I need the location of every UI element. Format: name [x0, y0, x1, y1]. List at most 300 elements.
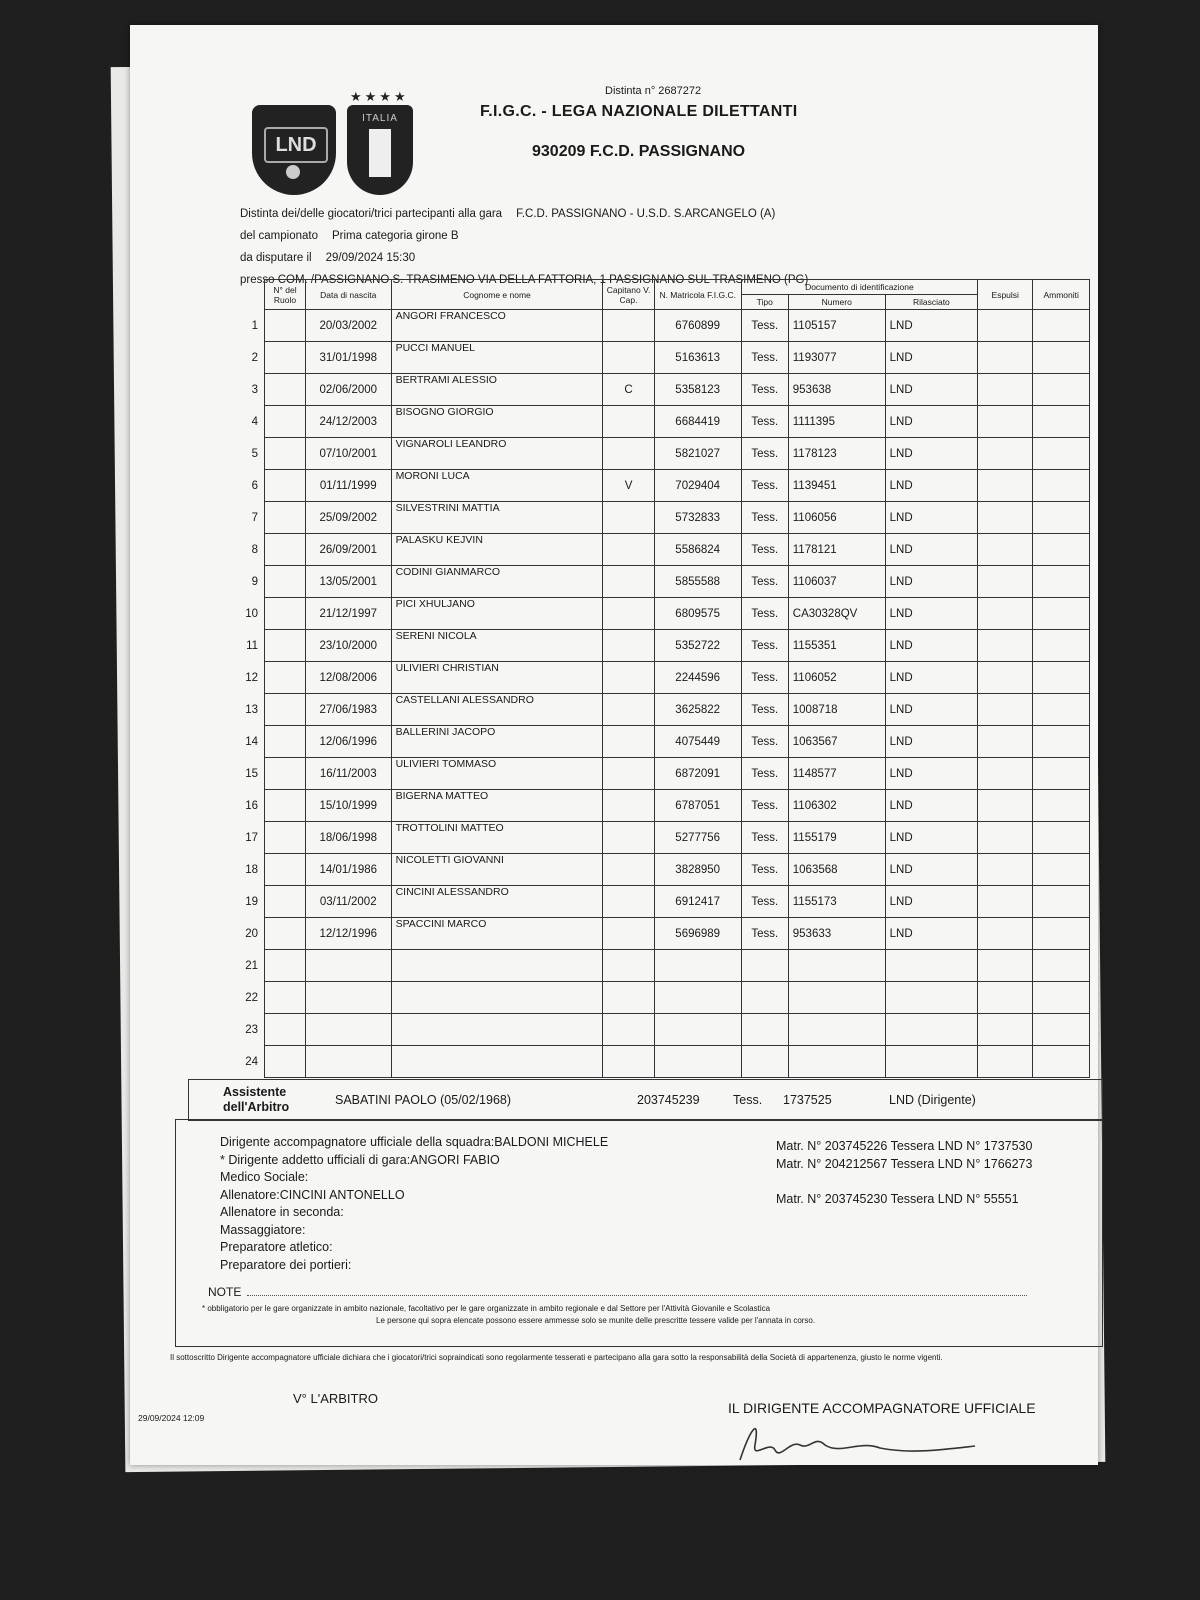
doc-number-cell: 1106037 [788, 566, 885, 598]
captain-cell [603, 1014, 654, 1046]
captain-cell [603, 598, 654, 630]
col-rilasciato: Rilasciato [885, 295, 977, 310]
captain-cell [603, 566, 654, 598]
expelled-cell [978, 566, 1033, 598]
issued-by-cell: LND [885, 598, 977, 630]
tricolor-band [369, 129, 391, 177]
staff-matricola-line: Matr. N° 203745226 Tessera LND N° 1737530 [776, 1139, 1033, 1153]
staff-matricola-line [776, 1173, 1032, 1191]
issued-by-cell: LND [885, 470, 977, 502]
player-name-cell: BALLERINI JACOPO [391, 726, 603, 758]
captain-cell [603, 918, 654, 950]
row-number: 8 [251, 543, 259, 556]
birth-date-cell [305, 982, 391, 1014]
issued-by-cell: LND [885, 374, 977, 406]
ruolo-cell [265, 374, 306, 406]
birth-date-cell: 13/05/2001 [305, 566, 391, 598]
player-name-cell: PUCCI MANUEL [391, 342, 603, 374]
table-row [230, 502, 1090, 534]
expelled-cell [978, 1046, 1033, 1078]
captain-cell [603, 1046, 654, 1078]
dirigente-label: IL DIRIGENTE ACCOMPAGNATORE UFFICIALE [728, 1400, 1036, 1416]
matricola-cell: 6912417 [654, 886, 741, 918]
col-espulsi: Espulsi [978, 280, 1033, 310]
booked-cell [1033, 822, 1090, 854]
table-row [230, 630, 1090, 662]
doc-number-cell: CA30328QV [788, 598, 885, 630]
match-header [240, 203, 1090, 291]
row-number: 2 [251, 351, 259, 364]
player-name-cell: PICI XHULJANO [391, 598, 603, 630]
doc-number-cell: 1106056 [788, 502, 885, 534]
note-line [208, 1285, 1027, 1299]
staff-line: Massaggiatore: [220, 1222, 306, 1237]
captain-cell [603, 982, 654, 1014]
row-number: 18 [245, 863, 259, 876]
staff-section [175, 1119, 1103, 1347]
row-number: 23 [245, 1023, 259, 1036]
doc-type-cell [741, 1046, 788, 1078]
table-row [230, 758, 1090, 790]
row-number: 14 [245, 735, 259, 748]
issued-by-cell: LND [885, 438, 977, 470]
expelled-cell [978, 662, 1033, 694]
doc-type-cell: Tess. [741, 662, 788, 694]
doc-number-cell: 1148577 [788, 758, 885, 790]
table-row [230, 822, 1090, 854]
captain-cell [603, 886, 654, 918]
booked-cell [1033, 918, 1090, 950]
booked-cell [1033, 630, 1090, 662]
issued-by-cell: LND [885, 502, 977, 534]
booked-cell [1033, 886, 1090, 918]
issued-by-cell: LND [885, 886, 977, 918]
row-number: 21 [245, 959, 259, 972]
table-row [230, 566, 1090, 598]
doc-number-cell [788, 982, 885, 1014]
issued-by-cell: LND [885, 918, 977, 950]
doc-type-cell: Tess. [741, 790, 788, 822]
expelled-cell [978, 758, 1033, 790]
doc-type-cell: Tess. [741, 310, 788, 342]
issued-by-cell: LND [885, 630, 977, 662]
issued-by-cell: LND [885, 854, 977, 886]
staff-line: Allenatore:CINCINI ANTONELLO [220, 1187, 405, 1202]
table-row [230, 310, 1090, 342]
lnd-logo-text: LND [264, 127, 328, 163]
booked-cell [1033, 534, 1090, 566]
campionato-value: Prima categoria girone B [332, 230, 459, 242]
expelled-cell [978, 854, 1033, 886]
expelled-cell [978, 726, 1033, 758]
matricola-cell: 5696989 [654, 918, 741, 950]
note-label: NOTE [208, 1285, 242, 1299]
table-row [230, 790, 1090, 822]
expelled-cell [978, 534, 1033, 566]
table-row [230, 342, 1090, 374]
expelled-cell [978, 982, 1033, 1014]
matricola-cell: 3828950 [654, 854, 741, 886]
col-capitano: Capitano V. Cap. [603, 280, 654, 310]
figc-logo-text: ITALIA [362, 113, 398, 124]
col-numero: Numero [788, 295, 885, 310]
club-title: 930209 F.C.D. PASSIGNANO [532, 143, 746, 160]
player-name-cell: BERTRAMI ALESSIO [391, 374, 603, 406]
ruolo-cell [265, 950, 306, 982]
football-icon [286, 165, 300, 179]
row-number: 1 [251, 319, 259, 332]
issued-by-cell [885, 1014, 977, 1046]
gara-label: Distinta dei/delle giocatori/trici partecipanti alla gara [240, 208, 503, 220]
assistente-rilasciato: LND (Dirigente) [889, 1093, 976, 1107]
ruolo-cell [265, 758, 306, 790]
expelled-cell [978, 470, 1033, 502]
table-row [230, 982, 1090, 1014]
row-number: 6 [251, 479, 259, 492]
captain-cell [603, 726, 654, 758]
doc-type-cell: Tess. [741, 502, 788, 534]
expelled-cell [978, 630, 1033, 662]
issued-by-cell [885, 1046, 977, 1078]
footnote-persone: Le persone qui sopra elencate possono essere ammesse solo se munite delle prescritte tessere valide per l'annata in corso. [376, 1316, 816, 1325]
birth-date-cell: 18/06/1998 [305, 822, 391, 854]
ruolo-cell [265, 502, 306, 534]
matricola-cell: 6872091 [654, 758, 741, 790]
captain-cell [603, 630, 654, 662]
birth-date-cell: 15/10/1999 [305, 790, 391, 822]
row-number: 16 [245, 799, 259, 812]
booked-cell [1033, 982, 1090, 1014]
doc-type-cell [741, 982, 788, 1014]
table-row [230, 662, 1090, 694]
birth-date-cell: 07/10/2001 [305, 438, 391, 470]
matricola-cell: 7029404 [654, 470, 741, 502]
captain-cell [603, 310, 654, 342]
presso-line: presso COM. /PASSIGNANO S. TRASIMENO VIA DELLA FATTORIA, 1 PASSIGNANO SUL TRASIMENO (PG) [240, 274, 809, 286]
issued-by-cell: LND [885, 342, 977, 374]
ruolo-cell [265, 598, 306, 630]
matricola-cell: 5352722 [654, 630, 741, 662]
birth-date-cell [305, 1014, 391, 1046]
ruolo-cell [265, 854, 306, 886]
doc-type-cell: Tess. [741, 566, 788, 598]
player-name-cell: PALASKU KEJVIN [391, 534, 603, 566]
table-row [230, 470, 1090, 502]
doc-type-cell: Tess. [741, 470, 788, 502]
disputare-label: da disputare il [240, 252, 312, 264]
staff-matricole [776, 1138, 1032, 1208]
matricola-cell: 2244596 [654, 662, 741, 694]
booked-cell [1033, 758, 1090, 790]
row-number: 24 [245, 1055, 259, 1068]
issued-by-cell: LND [885, 566, 977, 598]
footnote-obbligatorio: * obbligatorio per le gare organizzate in ambito nazionale, facoltativo per le gare organizzate in ambito regionale e dal Settore per l'Attività Giovanile e Scolastica [202, 1304, 771, 1313]
doc-number-cell [788, 1046, 885, 1078]
matricola-cell [654, 1014, 741, 1046]
matricola-cell: 5732833 [654, 502, 741, 534]
table-row [230, 854, 1090, 886]
doc-type-cell: Tess. [741, 694, 788, 726]
birth-date-cell: 12/12/1996 [305, 918, 391, 950]
birth-date-cell: 21/12/1997 [305, 598, 391, 630]
birth-date-cell: 12/06/1996 [305, 726, 391, 758]
row-number: 7 [251, 511, 259, 524]
matricola-cell: 5358123 [654, 374, 741, 406]
ruolo-cell [265, 534, 306, 566]
doc-number-cell: 1106052 [788, 662, 885, 694]
birth-date-cell: 26/09/2001 [305, 534, 391, 566]
staff-line: Dirigente accompagnatore ufficiale della squadra:BALDONI MICHELE [220, 1135, 609, 1149]
doc-type-cell [741, 950, 788, 982]
ruolo-cell [265, 726, 306, 758]
print-timestamp: 29/09/2024 12:09 [138, 1413, 205, 1423]
booked-cell [1033, 662, 1090, 694]
captain-cell: V [603, 470, 654, 502]
booked-cell [1033, 950, 1090, 982]
distinta-number: Distinta n° 2687272 [605, 85, 702, 97]
birth-date-cell: 31/01/1998 [305, 342, 391, 374]
player-name-cell: TROTTOLINI MATTEO [391, 822, 603, 854]
doc-number-cell: 1106302 [788, 790, 885, 822]
expelled-cell [978, 374, 1033, 406]
issued-by-cell: LND [885, 758, 977, 790]
birth-date-cell: 27/06/1983 [305, 694, 391, 726]
row-number: 4 [251, 415, 259, 428]
birth-date-cell: 23/10/2000 [305, 630, 391, 662]
doc-number-cell: 1008718 [788, 694, 885, 726]
staff-line: Preparatore dei portieri: [220, 1257, 352, 1272]
booked-cell [1033, 342, 1090, 374]
player-name-cell: SPACCINI MARCO [391, 918, 603, 950]
gara-value: F.C.D. PASSIGNANO - U.S.D. S.ARCANGELO (A) [516, 208, 776, 220]
issued-by-cell: LND [885, 534, 977, 566]
row-number: 3 [251, 383, 259, 396]
matricola-cell [654, 950, 741, 982]
player-name-cell: VIGNAROLI LEANDRO [391, 438, 603, 470]
row-number: 9 [251, 575, 259, 588]
doc-type-cell: Tess. [741, 374, 788, 406]
ruolo-cell [265, 790, 306, 822]
booked-cell [1033, 1046, 1090, 1078]
player-name-cell: BIGERNA MATTEO [391, 790, 603, 822]
staff-line: Allenatore in seconda: [220, 1205, 344, 1219]
table-row [230, 886, 1090, 918]
expelled-cell [978, 342, 1033, 374]
captain-cell [603, 822, 654, 854]
col-ruolo: N° del Ruolo [265, 280, 306, 310]
ruolo-cell [265, 630, 306, 662]
staff-line: Medico Sociale: [220, 1170, 309, 1184]
ruolo-cell [265, 310, 306, 342]
player-name-cell: MORONI LUCA [391, 470, 603, 502]
lnd-logo [252, 105, 336, 195]
booked-cell [1033, 598, 1090, 630]
issued-by-cell [885, 950, 977, 982]
col-documento: Documento di identificazione [741, 280, 977, 295]
assistente-row [188, 1079, 1103, 1121]
table-row [230, 598, 1090, 630]
expelled-cell [978, 950, 1033, 982]
col-ammoniti: Ammoniti [1033, 280, 1090, 310]
col-nome: Cognome e nome [391, 280, 603, 310]
doc-type-cell: Tess. [741, 854, 788, 886]
table-row [230, 950, 1090, 982]
player-name-cell: ULIVIERI TOMMASO [391, 758, 603, 790]
ruolo-cell [265, 694, 306, 726]
captain-cell [603, 694, 654, 726]
ruolo-cell [265, 822, 306, 854]
doc-number-cell: 1155173 [788, 886, 885, 918]
booked-cell [1033, 854, 1090, 886]
player-name-cell: CINCINI ALESSANDRO [391, 886, 603, 918]
captain-cell [603, 502, 654, 534]
expelled-cell [978, 438, 1033, 470]
birth-date-cell: 01/11/1999 [305, 470, 391, 502]
row-number: 12 [245, 671, 259, 684]
doc-type-cell: Tess. [741, 406, 788, 438]
doc-type-cell: Tess. [741, 534, 788, 566]
booked-cell [1033, 470, 1090, 502]
player-name-cell [391, 950, 603, 982]
captain-cell [603, 342, 654, 374]
expelled-cell [978, 406, 1033, 438]
issued-by-cell: LND [885, 694, 977, 726]
birth-date-cell: 02/06/2000 [305, 374, 391, 406]
captain-cell [603, 758, 654, 790]
doc-type-cell: Tess. [741, 342, 788, 374]
expelled-cell [978, 918, 1033, 950]
roster-document [130, 25, 1098, 1465]
row-number: 13 [245, 703, 259, 716]
doc-number-cell: 1063567 [788, 726, 885, 758]
staff-list [220, 1134, 608, 1274]
captain-cell [603, 438, 654, 470]
ruolo-cell [265, 1014, 306, 1046]
player-name-cell: BISOGNO GIORGIO [391, 406, 603, 438]
player-name-cell: CASTELLANI ALESSANDRO [391, 694, 603, 726]
expelled-cell [978, 1014, 1033, 1046]
declaration-text: Il sottoscritto Dirigente accompagnatore ufficiale dichiara che i giocatori/trici sopraindicati sono regolarmente tesserati e partecipano alla gara sotto la responsabilità della Società di appartenenza, giusto le norme vigenti. [170, 1353, 943, 1362]
birth-date-cell: 25/09/2002 [305, 502, 391, 534]
issued-by-cell: LND [885, 310, 977, 342]
ruolo-cell [265, 982, 306, 1014]
arbitro-label: V° L'ARBITRO [293, 1391, 378, 1406]
col-matricola: N. Matricola F.I.G.C. [654, 280, 741, 310]
row-number: 20 [245, 927, 259, 940]
booked-cell [1033, 1014, 1090, 1046]
issued-by-cell: LND [885, 406, 977, 438]
expelled-cell [978, 310, 1033, 342]
issued-by-cell: LND [885, 790, 977, 822]
player-name-cell: NICOLETTI GIOVANNI [391, 854, 603, 886]
birth-date-cell: 24/12/2003 [305, 406, 391, 438]
doc-number-cell: 953633 [788, 918, 885, 950]
doc-type-cell: Tess. [741, 598, 788, 630]
doc-number-cell: 1193077 [788, 342, 885, 374]
birth-date-cell: 16/11/2003 [305, 758, 391, 790]
table-row [230, 726, 1090, 758]
ruolo-cell [265, 406, 306, 438]
doc-number-cell: 1178121 [788, 534, 885, 566]
ruolo-cell [265, 662, 306, 694]
ruolo-cell [265, 438, 306, 470]
table-row [230, 374, 1090, 406]
doc-number-cell: 1155179 [788, 822, 885, 854]
matricola-cell: 5163613 [654, 342, 741, 374]
matricola-cell: 6787051 [654, 790, 741, 822]
ruolo-cell [265, 918, 306, 950]
birth-date-cell [305, 950, 391, 982]
doc-number-cell [788, 1014, 885, 1046]
table-row [230, 918, 1090, 950]
matricola-cell: 5821027 [654, 438, 741, 470]
table-row [230, 534, 1090, 566]
doc-type-cell: Tess. [741, 758, 788, 790]
row-number: 15 [245, 767, 259, 780]
expelled-cell [978, 598, 1033, 630]
col-tipo: Tipo [741, 295, 788, 310]
assistente-label: Assistente dell'Arbitro [223, 1085, 290, 1114]
doc-number-cell: 953638 [788, 374, 885, 406]
table-row [230, 1046, 1090, 1078]
booked-cell [1033, 438, 1090, 470]
birth-date-cell [305, 1046, 391, 1078]
matricola-cell: 3625822 [654, 694, 741, 726]
issued-by-cell: LND [885, 726, 977, 758]
captain-cell [603, 854, 654, 886]
assistente-tipo: Tess. [733, 1093, 763, 1107]
matricola-cell: 5586824 [654, 534, 741, 566]
birth-date-cell: 20/03/2002 [305, 310, 391, 342]
campionato-label: del campionato [240, 230, 318, 242]
matricola-cell [654, 982, 741, 1014]
issued-by-cell: LND [885, 662, 977, 694]
col-nascita: Data di nascita [305, 280, 391, 310]
booked-cell [1033, 406, 1090, 438]
assistente-matricola: 203745239 [637, 1093, 700, 1107]
stars-icon: ★★★★ [350, 89, 409, 104]
disputare-value: 29/09/2024 15:30 [325, 252, 416, 264]
expelled-cell [978, 886, 1033, 918]
captain-cell: C [603, 374, 654, 406]
booked-cell [1033, 694, 1090, 726]
player-name-cell [391, 982, 603, 1014]
birth-date-cell: 03/11/2002 [305, 886, 391, 918]
doc-number-cell: 1155351 [788, 630, 885, 662]
table-row [230, 1014, 1090, 1046]
doc-number-cell: 1063568 [788, 854, 885, 886]
assistente-name: SABATINI PAOLO (05/02/1968) [335, 1093, 512, 1107]
staff-matricola-line: Matr. N° 203745230 Tessera LND N° 55551 [776, 1191, 1019, 1206]
birth-date-cell: 12/08/2006 [305, 662, 391, 694]
player-name-cell [391, 1014, 603, 1046]
handwritten-signature [730, 1410, 990, 1470]
doc-type-cell: Tess. [741, 918, 788, 950]
doc-type-cell: Tess. [741, 886, 788, 918]
issued-by-cell [885, 982, 977, 1014]
table-row [230, 694, 1090, 726]
captain-cell [603, 406, 654, 438]
doc-type-cell: Tess. [741, 726, 788, 758]
assistente-numero: 1737525 [783, 1093, 832, 1107]
row-number: 19 [245, 895, 259, 908]
row-number: 5 [251, 447, 259, 460]
doc-type-cell: Tess. [741, 822, 788, 854]
booked-cell [1033, 374, 1090, 406]
doc-number-cell: 1111395 [788, 406, 885, 438]
table-row [230, 438, 1090, 470]
doc-type-cell [741, 1014, 788, 1046]
